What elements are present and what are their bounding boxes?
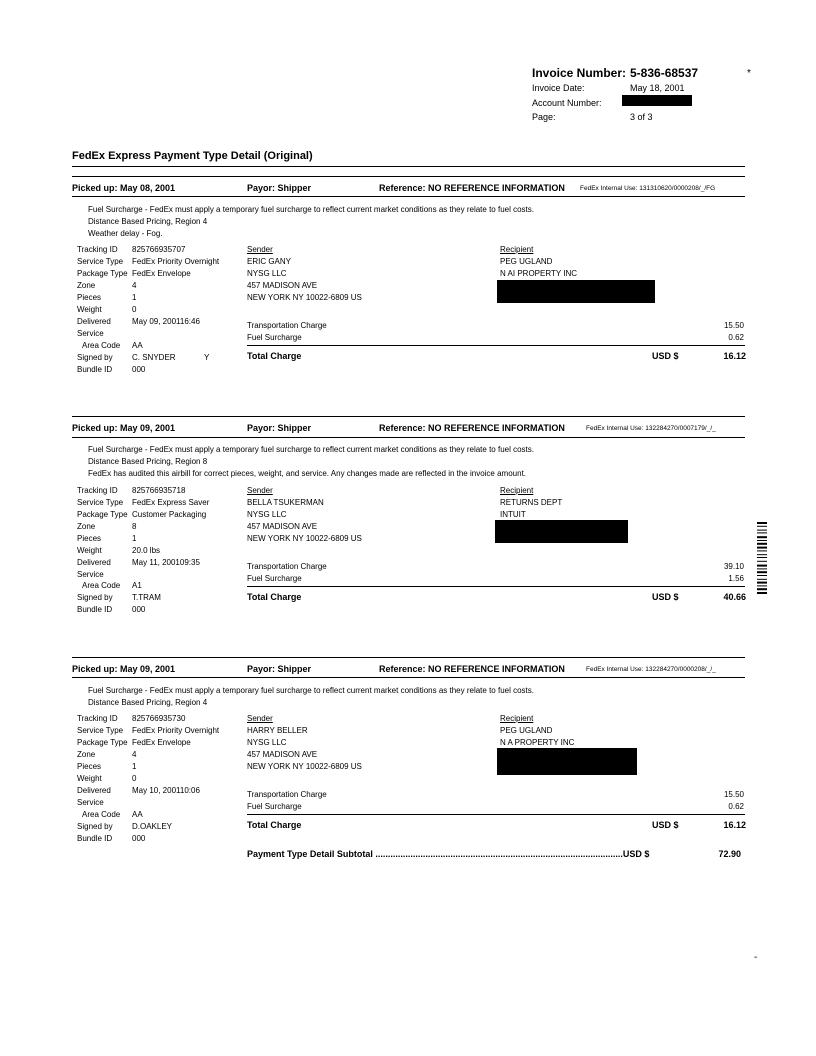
- package-type: Customer Packaging: [132, 510, 207, 519]
- service-type: FedEx Priority Overnight: [132, 257, 220, 266]
- total-charge-label: Total Charge: [247, 351, 302, 361]
- total-charge-label: Total Charge: [247, 820, 302, 830]
- weight: 20.0 lbs: [132, 546, 161, 555]
- tracking-id: 825766935707: [132, 245, 186, 254]
- weight: 0: [132, 305, 137, 314]
- reference: Reference: NO REFERENCE INFORMATION: [379, 664, 565, 674]
- package-type-label: Package Type: [77, 510, 128, 519]
- signed-by-label: Signed by: [77, 593, 113, 602]
- total-charge: 40.66: [723, 592, 746, 602]
- sender-line: NEW YORK NY 10022-6809 US: [247, 293, 362, 302]
- fuel-surcharge: 1.56: [728, 574, 744, 583]
- service-type-label: Service Type: [77, 498, 124, 507]
- service-type: FedEx Express Saver: [132, 498, 210, 507]
- signed-flag: Y: [204, 353, 210, 362]
- area-code: AA: [132, 810, 143, 819]
- transportation-charge: 39.10: [723, 562, 744, 571]
- fuel-surcharge: 0.62: [728, 802, 744, 811]
- bundle-id: 000: [132, 365, 146, 374]
- recipient-line: RETURNS DEPT: [500, 498, 563, 507]
- payor: Payor: Shipper: [247, 423, 312, 433]
- reference: Reference: NO REFERENCE INFORMATION: [379, 423, 565, 433]
- title-rule: [72, 166, 745, 167]
- note-line: Fuel Surcharge - FedEx must apply a temporary fuel surcharge to reflect current market conditions as they relate to fuel costs.: [88, 686, 534, 695]
- picked-up: Picked up: May 09, 2001: [72, 423, 176, 433]
- account-number-redaction: [622, 95, 692, 106]
- sender-line: ERIC GANY: [247, 257, 292, 266]
- shipment-header-rule: [72, 196, 745, 197]
- recipient-line: PEG UGLAND: [500, 726, 553, 735]
- service-label: Service: [77, 329, 104, 338]
- tracking-id-label: Tracking ID: [77, 714, 118, 723]
- corner-mark: *: [747, 68, 751, 79]
- total-charge-label: Total Charge: [247, 592, 302, 602]
- pieces: 1: [132, 534, 137, 543]
- weight-label: Weight: [77, 305, 102, 314]
- invoice-number: 5-836-68537: [630, 66, 699, 80]
- charge-rule: [247, 586, 745, 587]
- note-line: Weather delay - Fog.: [88, 229, 163, 238]
- zone-label: Zone: [77, 750, 96, 759]
- shipment-top-rule: [72, 416, 745, 417]
- recipient-address-redaction: [497, 280, 655, 303]
- package-type-label: Package Type: [77, 738, 128, 747]
- internal-use: FedEx Internal Use: 132284270/0007179/_/_: [586, 425, 716, 432]
- pieces: 1: [132, 293, 137, 302]
- signed-by: C. SNYDER: [132, 353, 176, 362]
- page-number: 3 of 3: [630, 112, 653, 122]
- barcode: [757, 522, 767, 622]
- area-code: AA: [132, 341, 143, 350]
- delivered-label: Delivered: [77, 317, 111, 326]
- picked-up: Picked up: May 09, 2001: [72, 664, 176, 674]
- transportation-charge-label: Transportation Charge: [247, 562, 327, 571]
- subtotal-value: 72.90: [718, 849, 741, 859]
- page-label: Page:: [532, 112, 556, 122]
- bundle-id-label: Bundle ID: [77, 834, 113, 843]
- sender-line: 457 MADISON AVE: [247, 281, 318, 290]
- service-type: FedEx Priority Overnight: [132, 726, 220, 735]
- invoice-date-label: Invoice Date:: [532, 83, 585, 93]
- recipient-line: PEG UGLAND: [500, 257, 553, 266]
- tracking-id-label: Tracking ID: [77, 245, 118, 254]
- signed-by-label: Signed by: [77, 822, 113, 831]
- fuel-surcharge: 0.62: [728, 333, 744, 342]
- fuel-surcharge-label: Fuel Surcharge: [247, 574, 302, 583]
- sender-line: NYSG LLC: [247, 269, 287, 278]
- charge-rule: [247, 345, 745, 346]
- shipment-header-rule: [72, 437, 745, 438]
- pieces-label: Pieces: [77, 293, 102, 302]
- signed-by-label: Signed by: [77, 353, 113, 362]
- note-line: Distance Based Pricing, Region 4: [88, 698, 208, 707]
- internal-use: FedEx Internal Use: 131310620/0000208/_/FG: [580, 185, 716, 192]
- note-line: Distance Based Pricing, Region 4: [88, 217, 208, 226]
- tracking-id: 825766935730: [132, 714, 186, 723]
- weight: 0: [132, 774, 137, 783]
- sender-label: Sender: [247, 714, 273, 723]
- bundle-id-label: Bundle ID: [77, 605, 113, 614]
- internal-use: FedEx Internal Use: 132284270/0000208/_/_: [586, 666, 716, 673]
- service-type-label: Service Type: [77, 726, 124, 735]
- shipment-top-rule: [72, 176, 745, 177]
- subtotal-label: Payment Type Detail Subtotal ...................................................................................................USD $: [247, 849, 650, 859]
- invoice-date: May 18, 2001: [630, 83, 685, 93]
- service-label: Service: [77, 798, 104, 807]
- pieces: 1: [132, 762, 137, 771]
- recipient-label: Recipient: [500, 245, 534, 254]
- transportation-charge-label: Transportation Charge: [247, 790, 327, 799]
- fuel-surcharge-label: Fuel Surcharge: [247, 802, 302, 811]
- transportation-charge: 15.50: [723, 790, 744, 799]
- bundle-id: 000: [132, 605, 146, 614]
- area-code: A1: [132, 581, 142, 590]
- area-code-label: Area Code: [82, 341, 121, 350]
- shipment-top-rule: [72, 657, 745, 658]
- payor: Payor: Shipper: [247, 183, 312, 193]
- charge-rule: [247, 814, 745, 815]
- sender-line: BELLA TSUKERMAN: [247, 498, 324, 507]
- service-label: Service: [77, 570, 104, 579]
- package-type-label: Package Type: [77, 269, 128, 278]
- picked-up: Picked up: May 08, 2001: [72, 183, 176, 193]
- package-type: FedEx Envelope: [132, 738, 191, 747]
- transportation-charge: 15.50: [723, 321, 744, 330]
- zone: 4: [132, 281, 137, 290]
- tracking-id: 825766935718: [132, 486, 186, 495]
- sender-line: NEW YORK NY 10022-6809 US: [247, 534, 362, 543]
- reference: Reference: NO REFERENCE INFORMATION: [379, 183, 565, 193]
- recipient-line: N AI PROPERTY INC: [500, 269, 578, 278]
- total-charge: 16.12: [723, 820, 746, 830]
- pieces-label: Pieces: [77, 534, 102, 543]
- weight-label: Weight: [77, 546, 102, 555]
- doc-title: FedEx Express Payment Type Detail (Original): [72, 150, 313, 162]
- bundle-id-label: Bundle ID: [77, 365, 113, 374]
- note-line: Fuel Surcharge - FedEx must apply a temporary fuel surcharge to reflect current market conditions as they relate to fuel costs.: [88, 445, 534, 454]
- sender-line: HARRY BELLER: [247, 726, 308, 735]
- sender-line: NYSG LLC: [247, 738, 287, 747]
- delivered-label: Delivered: [77, 786, 111, 795]
- pieces-label: Pieces: [77, 762, 102, 771]
- fuel-surcharge-label: Fuel Surcharge: [247, 333, 302, 342]
- recipient-line: N A PROPERTY INC: [500, 738, 575, 747]
- signed-by: T.TRAM: [132, 593, 161, 602]
- note-line: FedEx has audited this airbill for correct pieces, weight, and service. Any changes made are reflected in the invoice amount.: [88, 469, 527, 478]
- tracking-id-label: Tracking ID: [77, 486, 118, 495]
- recipient-address-redaction: [497, 748, 637, 775]
- currency-label: USD $: [652, 820, 679, 830]
- recipient-line: INTUIT: [500, 510, 526, 519]
- sender-line: NYSG LLC: [247, 510, 287, 519]
- delivered: May 11, 200109:35: [132, 558, 200, 567]
- area-code-label: Area Code: [82, 810, 121, 819]
- account-number-label: Account Number:: [532, 98, 602, 108]
- sender-label: Sender: [247, 245, 273, 254]
- sender-line: NEW YORK NY 10022-6809 US: [247, 762, 362, 771]
- delivered: May 09, 200116:46: [132, 317, 200, 326]
- service-type-label: Service Type: [77, 257, 124, 266]
- area-code-label: Area Code: [82, 581, 121, 590]
- invoice-number-label: Invoice Number:: [532, 66, 627, 80]
- payor: Payor: Shipper: [247, 664, 312, 674]
- package-type: FedEx Envelope: [132, 269, 191, 278]
- sender-line: 457 MADISON AVE: [247, 522, 318, 531]
- zone: 8: [132, 522, 137, 531]
- zone: 4: [132, 750, 137, 759]
- footer-mark: -: [754, 952, 758, 963]
- note-line: Distance Based Pricing, Region 8: [88, 457, 208, 466]
- currency-label: USD $: [652, 592, 679, 602]
- total-charge: 16.12: [723, 351, 746, 361]
- delivered-label: Delivered: [77, 558, 111, 567]
- zone-label: Zone: [77, 281, 96, 290]
- bundle-id: 000: [132, 834, 146, 843]
- sender-label: Sender: [247, 486, 273, 495]
- signed-by: D.OAKLEY: [132, 822, 173, 831]
- recipient-label: Recipient: [500, 486, 534, 495]
- zone-label: Zone: [77, 522, 96, 531]
- transportation-charge-label: Transportation Charge: [247, 321, 327, 330]
- delivered: May 10, 200110:06: [132, 786, 200, 795]
- weight-label: Weight: [77, 774, 102, 783]
- sender-line: 457 MADISON AVE: [247, 750, 318, 759]
- shipment-header-rule: [72, 677, 745, 678]
- currency-label: USD $: [652, 351, 679, 361]
- recipient-label: Recipient: [500, 714, 534, 723]
- note-line: Fuel Surcharge - FedEx must apply a temporary fuel surcharge to reflect current market conditions as they relate to fuel costs.: [88, 205, 534, 214]
- recipient-address-redaction: [495, 520, 628, 543]
